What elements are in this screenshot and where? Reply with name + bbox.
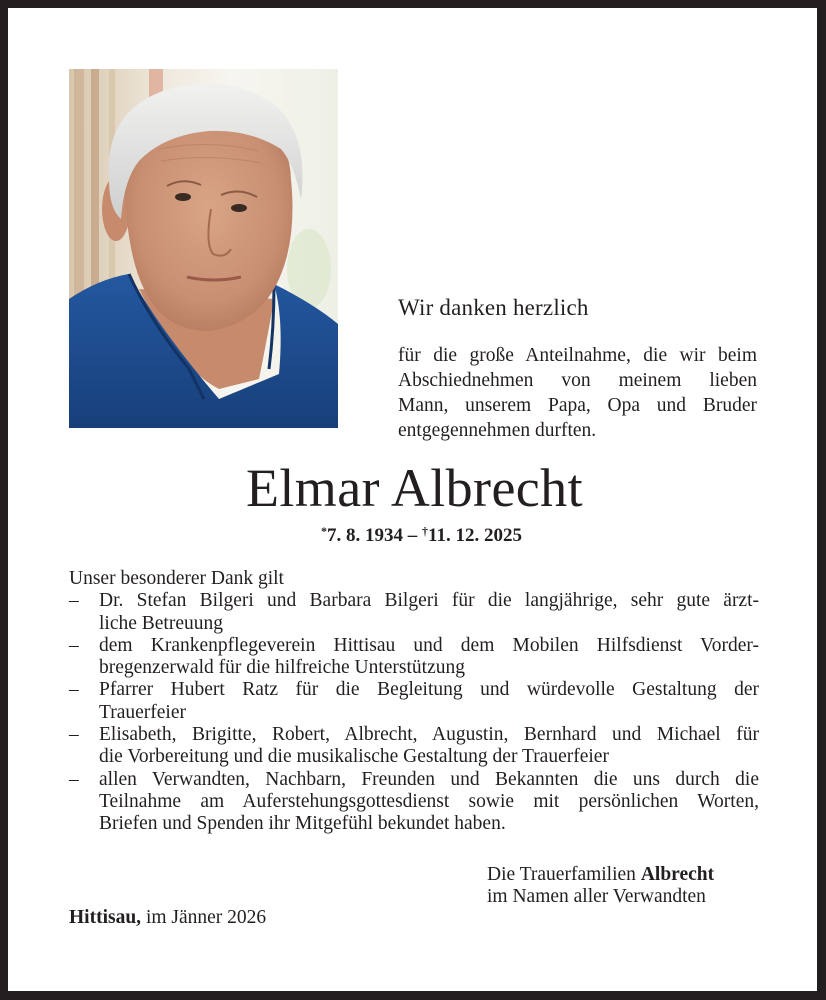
signature-prefix: Die Trauerfamilien [487,864,641,885]
death-symbol-icon: † [422,524,429,538]
acknowledgements-intro: Unser besonderer Dank gilt [69,568,284,589]
item-line: die Vorbereitung und die musikalische Gestaltung der Trauerfeier [99,746,609,768]
thanks-line: Mann, unserem Papa, Opa und Bruder [398,395,757,416]
acknowledgement-item [69,679,759,724]
item-line: liche Betreuung [99,612,223,634]
birth-date: 7. 8. 1934 [327,525,404,546]
item-line: Trauerfeier [99,701,186,723]
thanks-heading: Wir danken herzlich [398,295,589,320]
family-name: Albrecht [640,864,715,885]
item-line: Briefen und Spenden ihr Mitgefühl bekundet haben. [99,813,506,835]
item-line: dem Krankenpflegeverein Hittisau und dem Mobilen Hilfsdienst Vorder- [99,634,759,656]
signature-line-1 [487,864,714,886]
portrait-image [69,69,338,428]
thanks-line: Abschiednehmen von meinem lieben [398,370,757,391]
signature-line-2: im Namen aller Verwandten [487,886,706,907]
portrait-photo [69,69,338,428]
publication-date: im Jänner 2026 [141,907,267,928]
birth-symbol: * [321,524,328,538]
item-line: Teilnahme am Auferstehungsgottesdienst sowie mit persönlichen Worten, [99,790,759,812]
acknowledgement-item [69,635,759,680]
acknowledgements [69,568,759,836]
item-line: Pfarrer Hubert Ratz für die Begleitung und würdevolle Gestaltung der [99,679,759,701]
acknowledgement-item [69,769,759,836]
obituary-page [8,8,817,991]
item-line: allen Verwandten, Nachbarn, Freunden und Bekannten die uns durch die [99,768,759,790]
deceased-name: Elmar Albrecht [246,458,583,518]
dash-bullet: – [69,724,79,746]
item-line: bregenzerwald für die hilfreiche Unterstützung [99,657,466,679]
place-date [69,907,266,929]
place-name: Hittisau, [69,907,142,928]
dash-bullet: – [69,634,79,656]
thanks-line: für die große Anteilnahme, die wir beim [398,345,757,366]
death-date: 11. 12. 2025 [428,525,522,546]
date-separator: – [403,525,423,546]
thanks-paragraph [398,343,757,443]
dash-bullet: – [69,768,79,790]
dash-bullet: – [69,679,79,701]
item-line: Dr. Stefan Bilgeri und Barbara Bilgeri für die langjährige, sehr gute ärzt- [99,590,759,612]
thanks-line: entgegennehmen durften. [398,420,597,441]
dash-bullet: – [69,590,79,612]
acknowledgement-item [69,724,759,769]
life-dates [8,524,817,548]
item-line: Elisabeth, Brigitte, Robert, Albrecht, Augustin, Bernhard und Michael für [99,724,759,746]
signature-block [487,864,714,908]
acknowledgement-item [69,590,759,635]
